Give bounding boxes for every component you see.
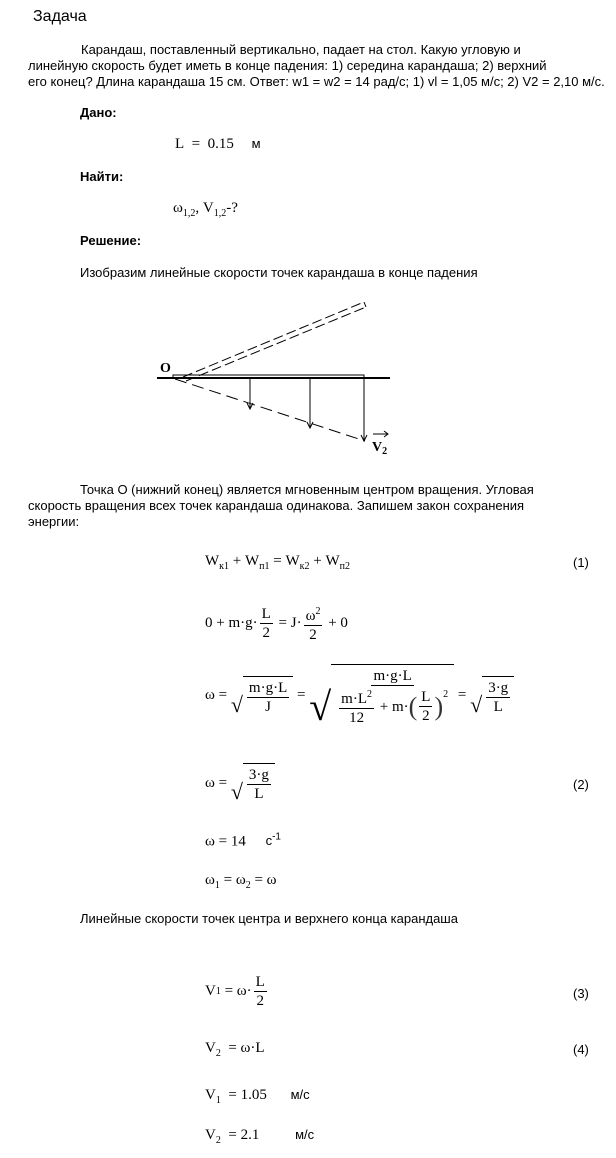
value: 2.1 <box>240 1127 260 1143</box>
equation-energy-conservation <box>205 553 350 572</box>
num: 3·g <box>248 767 269 783</box>
den: L <box>493 698 503 715</box>
sub: 2 <box>245 880 251 891</box>
op: = <box>297 687 306 703</box>
num: L <box>421 689 431 705</box>
sub: 1 <box>215 1095 221 1106</box>
value: 1.05 <box>240 1087 267 1103</box>
equation-v1 <box>205 973 269 1010</box>
w: ω <box>205 872 215 888</box>
num: L <box>255 974 265 990</box>
explain-line-1: Точка О (нижний конец) является мгновенным центром вращения. Угловая <box>80 482 534 497</box>
sup: 2 <box>443 689 449 700</box>
den: J <box>265 698 271 715</box>
sub: 1 <box>215 986 221 997</box>
lhs: ω = <box>205 833 228 850</box>
num: L <box>261 606 271 622</box>
lhs: ω = <box>205 687 228 703</box>
sub: 2 <box>215 1048 221 1059</box>
equation-number-4: (4) <box>573 1042 589 1057</box>
sep: , V <box>195 200 214 216</box>
op: + <box>313 553 322 569</box>
t: m·L <box>341 691 367 707</box>
pencil-diagram <box>0 0 616 470</box>
lhs: ω = <box>205 774 228 791</box>
sup: 2 <box>367 689 372 700</box>
rhs: = ω·L <box>228 1040 265 1056</box>
equation-omega: ω = √ $\frac{3\cdot g}{L}$ <box>205 763 275 803</box>
diagram-caption: Изобразим линейные скорости точек карандаша в конце падения <box>80 265 478 280</box>
omega-equality <box>205 872 277 891</box>
op: = <box>228 1087 237 1103</box>
velocity-envelope <box>175 379 365 441</box>
sub: 2 <box>382 446 388 457</box>
v: V <box>205 1087 216 1103</box>
point-o-label: O <box>160 361 171 376</box>
exp: -1 <box>272 832 281 843</box>
value: 0.15 <box>207 136 234 152</box>
sub: 1,2 <box>182 208 196 219</box>
den: 2 <box>256 993 264 1009</box>
op: + <box>232 553 242 569</box>
explain-line-3: энергии: <box>28 514 80 529</box>
rhs: + 0 <box>328 614 348 631</box>
equation-energy <box>205 603 348 644</box>
sub: к1 <box>219 561 230 572</box>
t: + m· <box>379 698 409 715</box>
op: = <box>223 872 233 888</box>
mid: = J· <box>278 614 302 631</box>
v: V <box>205 1127 216 1143</box>
den: 2 <box>422 708 430 724</box>
velocity-arrows <box>247 379 388 441</box>
problem-line-1: Карандаш, поставленный вертикально, падает на стол. Какую угловую и <box>81 42 521 57</box>
v: V <box>205 983 216 999</box>
unit: м <box>251 136 261 151</box>
v2-label <box>372 440 387 457</box>
v: V <box>372 440 383 455</box>
w: W <box>285 553 300 569</box>
w: W <box>245 553 260 569</box>
equation-omega-derivation: ω = √ $\frac{m\cdot g\cdot L}{J}$ = √ m·g·L $\frac{m\cdot L^2}{12}$ + m· ( $\frac{L}{2}$ ) $^2$ = √ $\frac{3\cdot g}{L}$ <box>205 664 514 727</box>
omega-value <box>205 832 281 850</box>
sub: п2 <box>339 561 351 572</box>
problem-line-3: его конец? Длина карандаша 15 см. Ответ: w1 = w2 = 14 рад/с; 1) vl = 1,05 м/с; 2) V2 = 2,10 м/с. <box>28 74 605 89</box>
den: 12 <box>349 710 365 726</box>
num: 3·g <box>488 679 509 696</box>
var: L <box>175 136 185 152</box>
sub: 1 <box>214 880 220 891</box>
lhs: 0 + m·g· <box>205 614 258 631</box>
sub: к2 <box>299 561 310 572</box>
unit: c <box>265 833 273 849</box>
explain-line-2: скорость вращения всех точек карандаша одинакова. Запишем закон сохранения <box>28 498 525 513</box>
pencil <box>173 375 364 378</box>
given-heading: Дано: <box>80 105 117 120</box>
eq: = <box>191 136 201 152</box>
equation-v2 <box>205 1040 265 1059</box>
v2-value <box>205 1127 314 1146</box>
unit: м/с <box>295 1127 315 1142</box>
problem-line-2: линейную скорость будет иметь в конце падения: 1) середина карандаша; 2) верхний <box>28 58 547 73</box>
w: ω <box>235 872 246 888</box>
value: 14 <box>230 833 246 850</box>
op: = <box>273 553 282 569</box>
sub: п1 <box>259 561 270 572</box>
op: = <box>457 687 467 703</box>
omega: ω <box>173 200 183 216</box>
den: 2 <box>309 627 317 643</box>
fallen-pencil-outline <box>183 302 366 381</box>
v1-value <box>205 1087 310 1106</box>
num: m·g·L <box>373 668 412 684</box>
solution-heading: Решение: <box>80 233 142 248</box>
rhs: = ω <box>254 872 277 888</box>
sub: 2 <box>215 1135 221 1146</box>
q: -? <box>226 200 238 216</box>
w: W <box>205 553 220 569</box>
num: m·g·L <box>248 679 288 696</box>
sub: 1,2 <box>213 208 227 219</box>
op: = <box>228 1127 237 1143</box>
velocity-caption: Линейные скорости точек центра и верхнего конца карандаша <box>80 911 458 926</box>
sup: 2 <box>315 606 321 617</box>
den: 2 <box>262 625 270 641</box>
w: W <box>325 553 340 569</box>
title: Задача <box>33 8 87 25</box>
unit: м/с <box>290 1087 310 1102</box>
find-heading: Найти: <box>80 169 124 184</box>
mid: = ω· <box>224 983 252 999</box>
v: V <box>205 1040 216 1056</box>
den: L <box>254 786 264 802</box>
equation-number-1: (1) <box>573 555 589 570</box>
equation-number-2: (2) <box>573 777 589 792</box>
equation-number-3: (3) <box>573 986 589 1001</box>
omega: ω <box>305 608 316 624</box>
